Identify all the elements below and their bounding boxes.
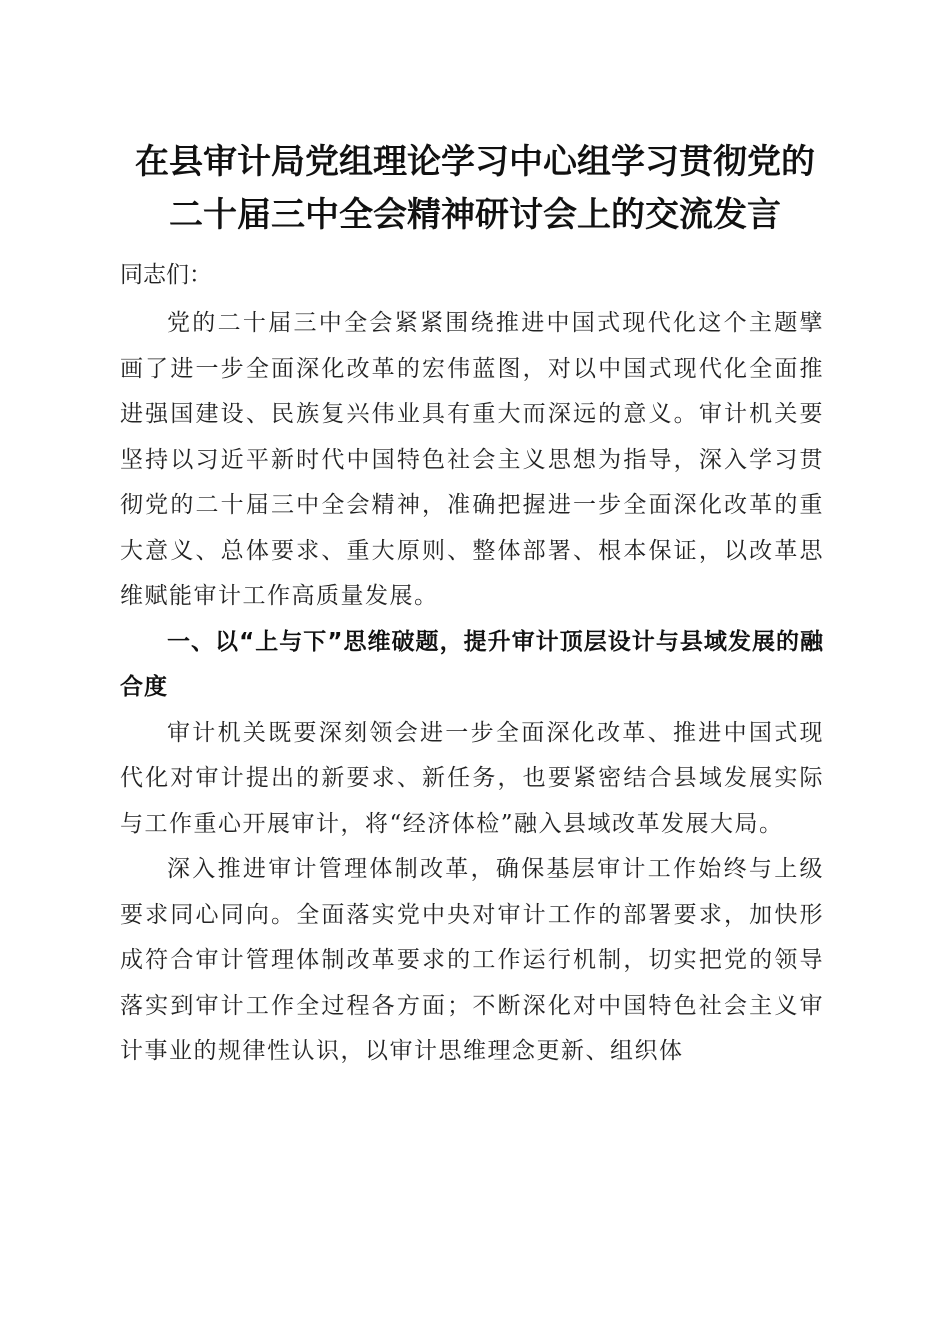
section-heading-1: 一、以“上与下”思维破题，提升审计顶层设计与县域发展的融合度 xyxy=(120,628,824,700)
paragraph-intro: 党的二十届三中全会紧紧围绕推进中国式现代化这个主题擘画了进一步全面深化改革的宏伟蓝图，对以中国式现代化全面推进强国建设、民族复兴伟业具有重大而深远的意义。审计机关要坚持以习近平新时代中国特色社会主义思想为指导，深入学习贯彻党的二十届三中全会精神，准确把握进一步全面深化改革的重大意义、总体要求、重大原则、整体部署、根本保证，以改革思维赋能审计工作高质量发展。 xyxy=(120,310,824,609)
salutation: 同志们： xyxy=(120,262,212,288)
title-line-2: 二十届三中全会精神研讨会上的交流发言 xyxy=(169,195,781,235)
paragraph-section-1-intro: 审计机关既要深刻领会进一步全面深化改革、推进中国式现代化对审计提出的新要求、新任务，也要紧密结合县域发展实际与工作重心开展审计，将“经济体检”融入县域改革发展大局。 xyxy=(120,719,824,837)
title-line-1: 在县审计局党组理论学习中心组学习贯彻党的 xyxy=(135,142,815,182)
document-body xyxy=(120,250,824,1075)
paragraph-section-1-point-1: 深入推进审计管理体制改革，确保基层审计工作始终与上级要求同心同向。全面落实党中央对审计工作的部署要求，加快形成符合审计管理体制改革要求的工作运行机制，切实把党的领导落实到审计工作全过程各方面；不断深化对中国特色社会主义审计事业的规律性认识，以审计思维理念更新、组织体 xyxy=(120,856,824,1064)
document-title xyxy=(110,136,840,242)
